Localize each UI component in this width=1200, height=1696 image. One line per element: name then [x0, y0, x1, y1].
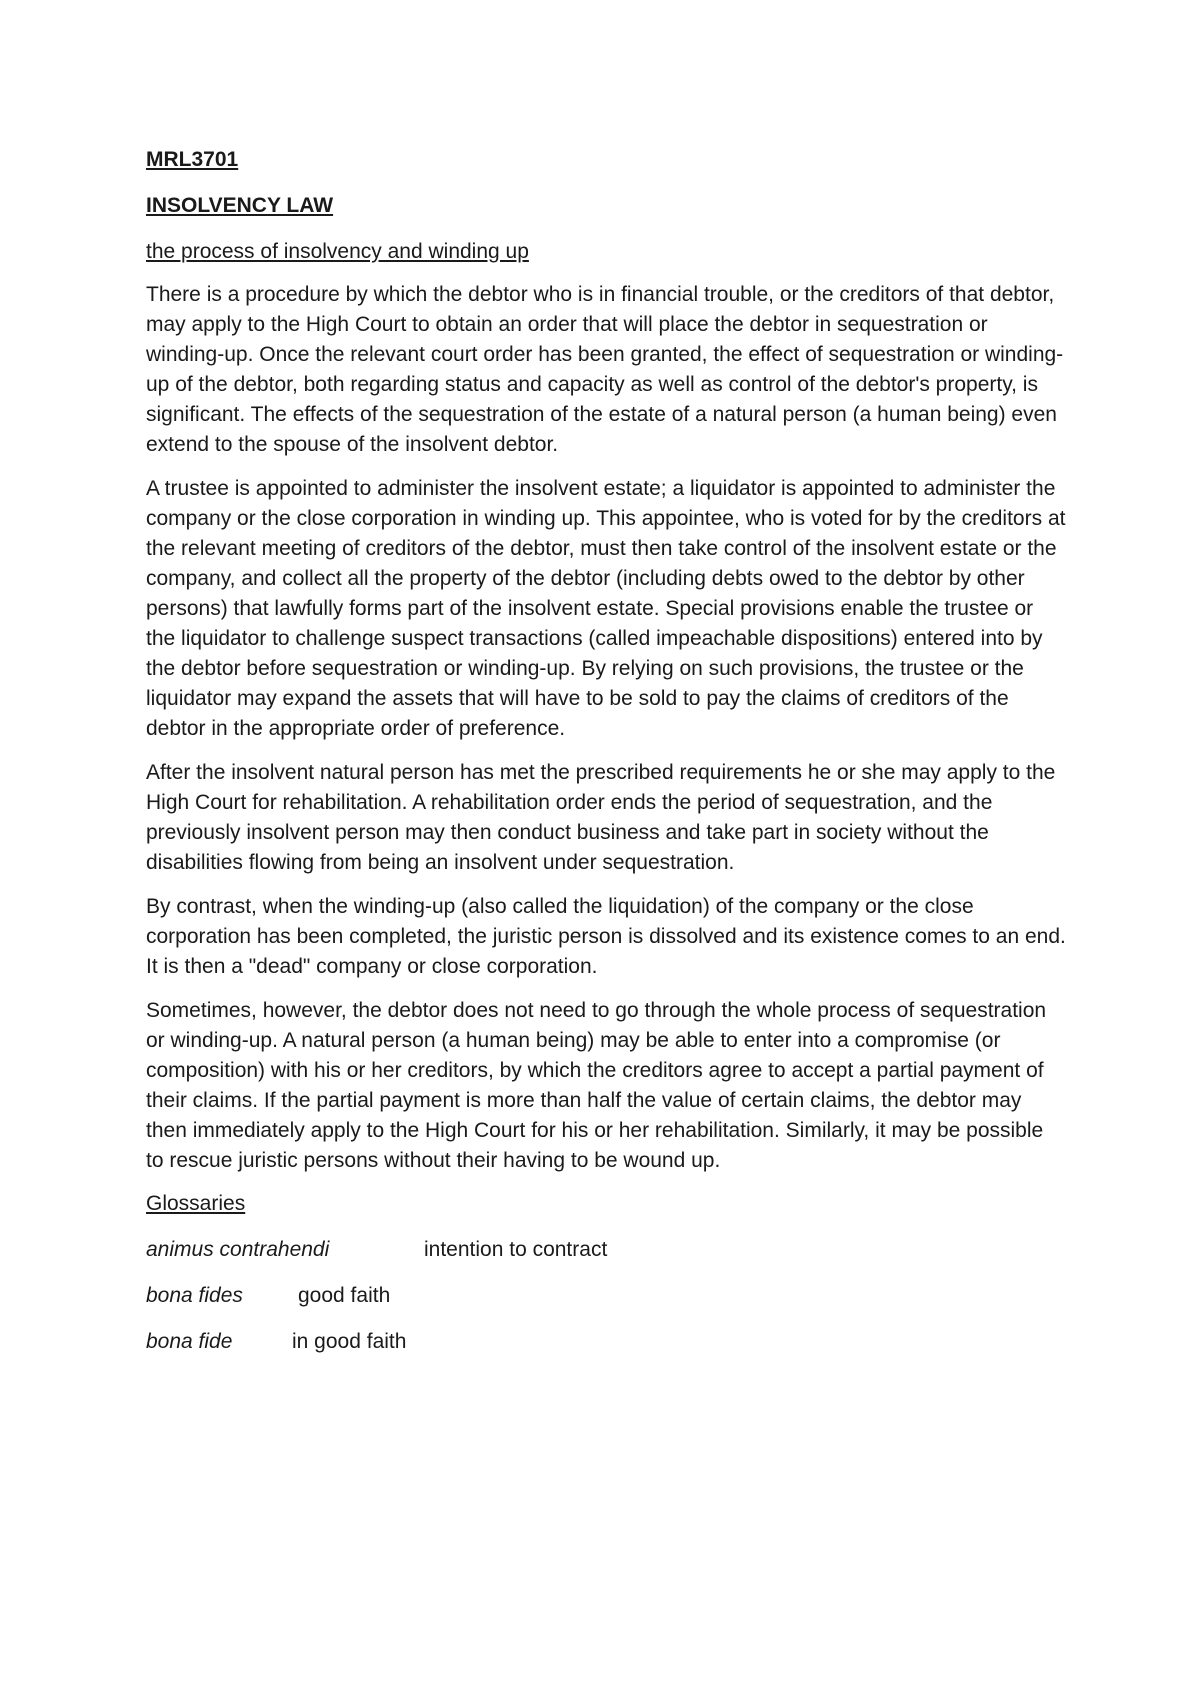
glossary-entry: [146, 1328, 1066, 1356]
glossary-term: bona fides: [146, 1284, 243, 1307]
paragraph: After the insolvent natural person has met the prescribed requirements he or she may apply to the High Court for rehabilitation. A rehabilitation order ends the period of sequestration, and the previously insolvent person may then conduct business and take part in society without the disabilities flowing from being an insolvent under sequestration.: [146, 761, 1056, 874]
document-page: [146, 146, 1066, 1374]
glossary-term: animus contrahendi: [146, 1238, 330, 1261]
section-subtitle: the process of insolvency and winding up: [146, 240, 529, 263]
paragraph: A trustee is appointed to administer the insolvent estate; a liquidator is appointed to administer the company or the close corporation in winding up. This appointee, who is voted for by the creditors at the relevant meeting of creditors of the debtor, must then take control of the insolvent estate or the company, and collect all the property of the debtor (including debts owed to the debtor by other persons) that lawfully forms part of the insolvent estate. Special provisions enable the trustee or the liquidator to challenge suspect transactions (called impeachable dispositions) entered into by the debtor before sequestration or winding-up. By relying on such provisions, the trustee or the liquidator may expand the assets that will have to be sold to pay the claims of creditors of the debtor in the appropriate order of preference.: [146, 477, 1066, 740]
glossary-entry: [146, 1282, 1066, 1310]
course-code: MRL3701: [146, 148, 239, 171]
glossary-entry: [146, 1236, 1066, 1264]
glossary-definition: intention to contract: [424, 1238, 608, 1261]
document-title: INSOLVENCY LAW: [146, 194, 334, 217]
glossary-title: Glossaries: [146, 1192, 246, 1215]
glossary-definition: in good faith: [292, 1330, 407, 1353]
paragraph: Sometimes, however, the debtor does not need to go through the whole process of sequestration or winding-up. A natural person (a human being) may be able to enter into a compromise (or composition) with his or her creditors, by which the creditors agree to accept a partial payment of their claims. If the partial payment is more than half the value of certain claims, the debtor may then immediately apply to the High Court for his or her rehabilitation. Similarly, it may be possible to rescue juristic persons without their having to be wound up.: [146, 999, 1047, 1172]
glossary-definition: good faith: [298, 1284, 391, 1307]
glossary-term: bona fide: [146, 1330, 233, 1353]
paragraph: There is a procedure by which the debtor who is in financial trouble, or the creditors of that debtor, may apply to the High Court to obtain an order that will place the debtor in sequestration or winding-up. Once the relevant court order has been granted, the effect of sequestration or winding-up of the debtor, both regarding status and capacity as well as control of the debtor's property, is significant. The effects of the sequestration of the estate of a natural person (a human being) even extend to the spouse of the insolvent debtor.: [146, 283, 1064, 456]
paragraph: By contrast, when the winding-up (also called the liquidation) of the company or the close corporation has been completed, the juristic person is dissolved and its existence comes to an end. It is then a "dead" company or close corporation.: [146, 895, 1066, 978]
